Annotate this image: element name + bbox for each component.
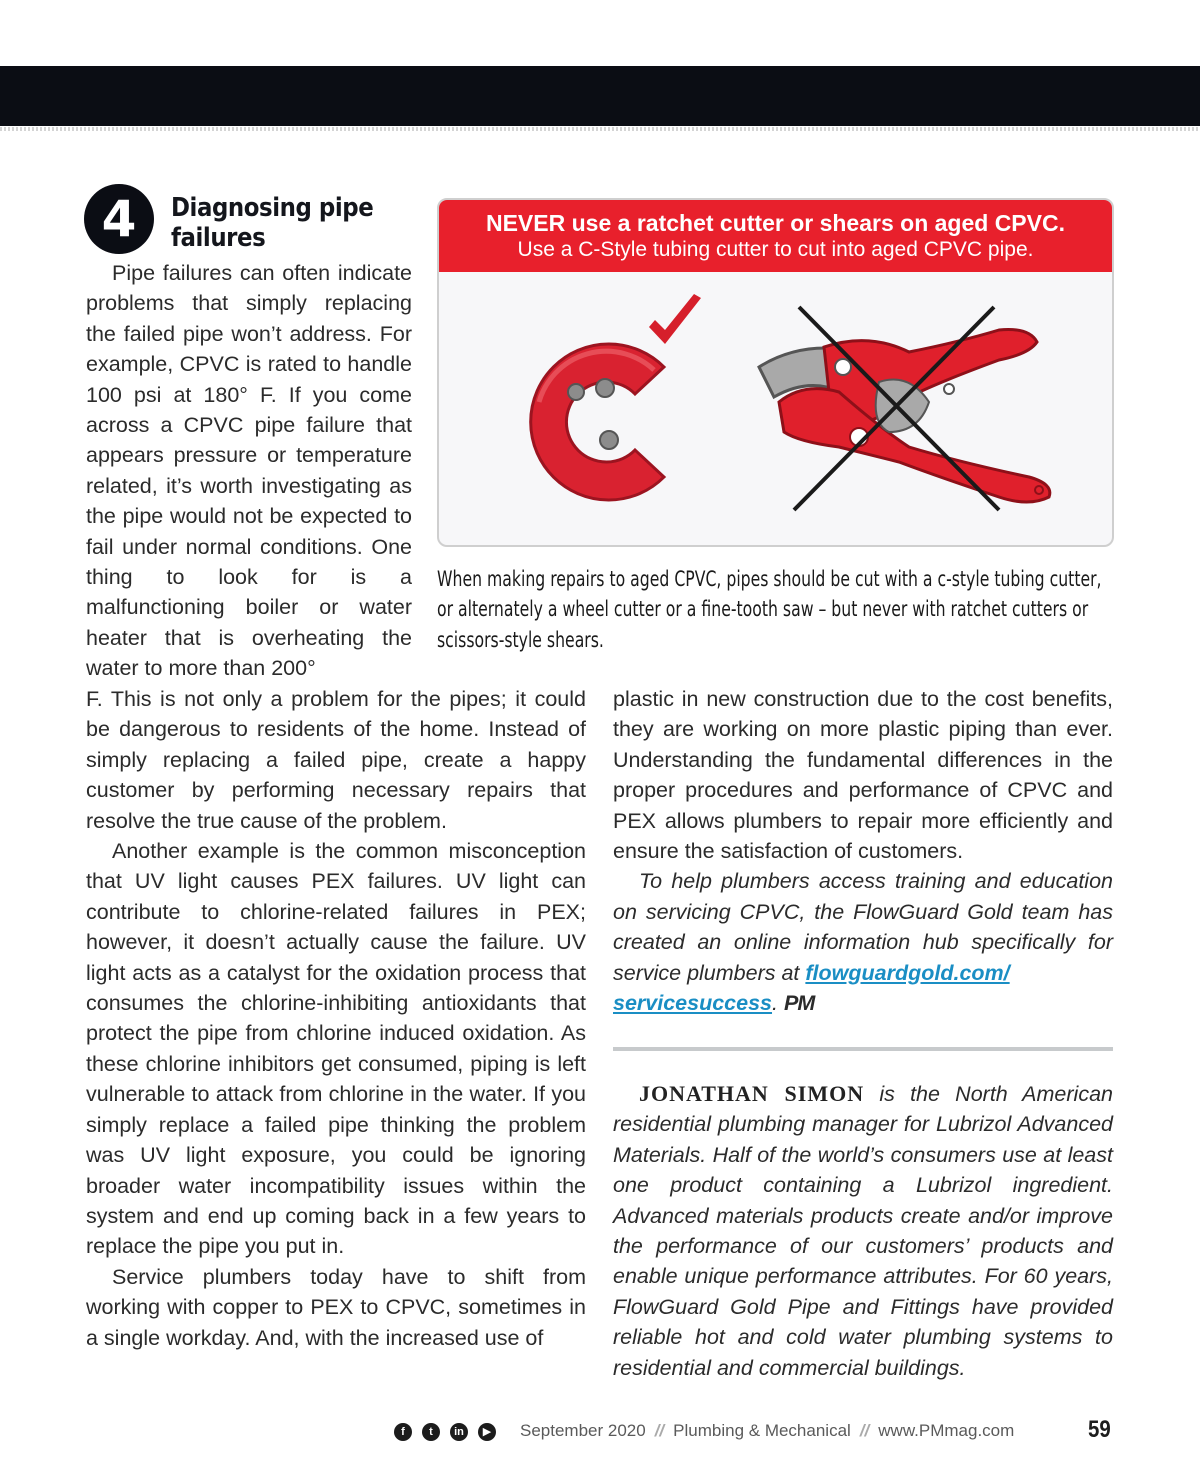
c-style-cutter-icon bbox=[531, 344, 664, 500]
facebook-icon[interactable]: f bbox=[394, 1423, 412, 1441]
author-bio bbox=[613, 1079, 1113, 1383]
pm-end-mark: PM bbox=[783, 991, 815, 1016]
figure-banner-instruction: Use a C-Style tubing cutter to cut into aged CPVC pipe. bbox=[517, 238, 1034, 261]
footer-separator: // bbox=[654, 1421, 665, 1440]
intro-paragraph-continued: F. This is not only a problem for the pipes; it could be dangerous to residents of the home. Instead of simply replacing a failed pipe, create a happy customer by performing necessary repairs that resolve the true cause of the problem. bbox=[86, 687, 586, 833]
publication-name: Plumbing & Mechanical bbox=[673, 1421, 851, 1440]
link-line2: servicesuccess bbox=[613, 991, 773, 1016]
linkedin-icon[interactable]: in bbox=[450, 1423, 468, 1441]
cutter-figure bbox=[437, 198, 1114, 547]
page-number: 59 bbox=[1088, 1416, 1111, 1443]
service-paragraph-continued: plastic in new construction due to the cost benefits, they are working on more plastic piping than ever. Understanding the fundamental differences in the proper procedures and performance of CPVC and PEX allows plumbers to repair more efficiently and ensure the satisfaction of customers. bbox=[613, 687, 1113, 864]
figure-illustration bbox=[439, 272, 1114, 547]
footer-separator: // bbox=[859, 1421, 870, 1440]
issue-date: September 2020 bbox=[520, 1421, 646, 1440]
check-icon bbox=[649, 294, 701, 344]
article-column-left bbox=[86, 684, 586, 1353]
header-bar bbox=[0, 66, 1200, 126]
service-paragraph: Service plumbers today have to shift from working with copper to PEX to CPVC, sometimes in a single workday. And, with the increased use of bbox=[86, 1264, 586, 1350]
article-column-top bbox=[86, 258, 412, 684]
website-link[interactable]: www.PMmag.com bbox=[878, 1421, 1015, 1440]
cta-paragraph bbox=[613, 866, 1113, 1018]
header-rule bbox=[0, 127, 1200, 131]
intro-paragraph: Pipe failures can often indicate problems that simply replacing the failed pipe won’t address. For example, CPVC is rated to handle 100 psi at 180° F. If you come across a CPVC pipe failure that appears pressure or temperature related, it’s worth investigating as the pipe would not be expected to fail under normal conditions. One thing to look for is a malfunctioning boiler or water heater that is overheating the water to more than 200° bbox=[86, 261, 412, 681]
section-number-badge: 4 bbox=[84, 184, 154, 254]
footer-text bbox=[520, 1421, 1014, 1441]
section-heading: Diagnosing pipe failures bbox=[171, 193, 374, 253]
author-name: JONATHAN SIMON bbox=[639, 1081, 865, 1106]
uv-paragraph: Another example is the common misconception that UV light causes PEX failures. UV light can contribute to chlorine-related failures in PEX; however, it doesn’t actually cause the failure. UV light acts as a catalyst for the oxidation process that consumes the chlorine-inhibiting antioxidants that protect the pipe from chlorine induced oxidation. As these chlorine inhibitors get consumed, piping is left vulnerable to attack from chlorine in the water. If you simply replace a failed pipe thinking the problem was UV light exposure, you could be ignoring broader water incompatibility issues within the system and end up coming back in a few years to replace the pipe you put in. bbox=[86, 839, 586, 1259]
author-bio-text: is the North American residential plumbing manager for Lubrizol Advanced Materials. Half of the world’s consumers use at least one product containing a Lubrizol ingredient. Advanced materials products create and/or improve the performance of our customers’ products and enable unique performance attributes. For 60 years, FlowGuard Gold Pipe and Fittings have provided reliable hot and cold water plumbing systems to residential and commercial buildings. bbox=[613, 1082, 1113, 1380]
figure-caption: When making repairs to aged CPVC, pipes should be cut with a c-style tubing cutter, or alternately a wheel cutter or a fine-tooth saw – but never with ratchet cutters or scissors-style shears. bbox=[437, 567, 1102, 652]
article-column-right bbox=[613, 684, 1113, 1018]
cta-text: To help plumbers access training and education on servicing CPVC, the FlowGuard Gold team has created an online information hub specifically for service plumbers at bbox=[613, 869, 1113, 985]
link-line1: flowguardgold.com/ bbox=[805, 960, 1010, 985]
figure-banner bbox=[439, 200, 1112, 272]
bio-divider bbox=[613, 1047, 1113, 1051]
twitter-icon[interactable]: t bbox=[422, 1423, 440, 1441]
figure-banner-warning: NEVER use a ratchet cutter or shears on aged CPVC. bbox=[485, 210, 1065, 236]
youtube-icon[interactable]: ▶ bbox=[478, 1423, 496, 1441]
cta-period: . bbox=[772, 991, 778, 1016]
page-footer bbox=[394, 1418, 1124, 1448]
